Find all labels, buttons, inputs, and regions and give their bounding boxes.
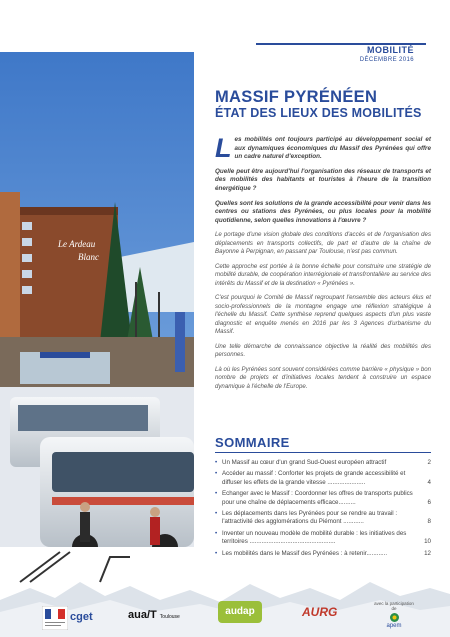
page-subtitle: ÉTAT DES LIEUX DES MOBILITÉS bbox=[215, 106, 422, 120]
toc-item-text: Accéder au massif : Conforter les projets de grande accessibilité et diffuser les effets de la grande vitesse ...................... bbox=[222, 470, 406, 486]
apem-participation-label: avec la participation de bbox=[374, 601, 414, 611]
lead-text: es mobilités ont toujours participé au développement social et aux dynamiques économiques du Massif des Pyrénées qui offre un cadre naturel d'exception. bbox=[234, 136, 431, 161]
cover-photo bbox=[0, 52, 194, 587]
toc-item[interactable] bbox=[215, 490, 431, 507]
bullet-icon: • bbox=[215, 490, 218, 498]
intro-column bbox=[215, 88, 431, 397]
toc-item[interactable] bbox=[215, 470, 431, 487]
aua-logo-sub: Toulouse bbox=[159, 614, 180, 620]
table-of-contents bbox=[215, 435, 431, 561]
lead-paragraph bbox=[215, 133, 431, 163]
section-label: MOBILITÉ bbox=[367, 45, 414, 55]
sommaire-title: SOMMAIRE bbox=[215, 435, 290, 450]
audap-logo: audap bbox=[218, 601, 262, 623]
bullet-icon: • bbox=[215, 510, 218, 518]
paragraph-5: Là où les Pyrénées sont souvent considérées comme barrière « physique » bon nombre de projets et d'initiatives locales tendent à construire un espace dynamique à l'échelle de l'Europe. bbox=[215, 365, 431, 390]
toc-item-page: 2 bbox=[427, 459, 431, 466]
question-1: Quelle peut être aujourd'hui l'organisation des réseaux de transports et des mobilités des habitants et touristes à l'heure de la transition énergétique ? bbox=[215, 167, 431, 192]
toc-item[interactable] bbox=[215, 550, 431, 558]
paragraph-1: Le portage d'une vision globale des conditions d'accès et de l'organisation des déplacements en transports collectifs, de part et d'autre de la chaîne de Bayonne à Perpignan, en passant par Toulouse, n'est pas commun. bbox=[215, 231, 431, 256]
toc-item[interactable] bbox=[215, 459, 431, 467]
question-2: Quelles sont les solutions de la grande accessibilité pour venir dans les centres ou stations des Pyrénées, ou plus locales pour la mobilité quotidienne, selon quelles innovations à l'œuvre ? bbox=[215, 199, 431, 224]
toc-item-page: 12 bbox=[424, 549, 431, 557]
drop-cap: L bbox=[215, 133, 232, 163]
paragraph-2: Cette approche est portée à la bonne échelle pour construire une stratégie de mobilité durable, de coopération interrégionale et transfrontalière au service des intérêts du Massif et de la destination « Pyrénées ». bbox=[215, 262, 431, 287]
toc-item-page: 10 bbox=[424, 538, 431, 546]
toc-item-page: 6 bbox=[427, 498, 431, 506]
sommaire-divider bbox=[215, 452, 431, 453]
paragraph-3: C'est pourquoi le Comité de Massif regroupant l'ensemble des acteurs élus et socio-professionnels de la montagne engage une réflexion stratégique à l'échelle du Massif. Cette synthèse reprend quelques aspects d'un plus vaste diagnostic et enquête menés en 2016 par les 3 Agences d'urbanisme du Massif. bbox=[215, 294, 431, 336]
republique-francaise-logo bbox=[42, 606, 68, 630]
apem-flower-icon bbox=[390, 613, 399, 622]
toc-item-text: Les mobilités dans le Massif des Pyrénées : à retenir............ bbox=[222, 549, 388, 557]
bullet-icon: • bbox=[215, 529, 218, 537]
toc-item-text: Les déplacements dans les Pyrénées pour se rendre au travail : l'attractivité des agglomérations du Piémont ............ bbox=[222, 510, 398, 526]
paragraph-4: Une telle démarche de connaissance objective la réalité des mobilités des personnes. bbox=[215, 342, 431, 359]
hotel-sign-line1: Le Ardeau bbox=[58, 239, 96, 249]
toc-item-text: Un Massif au cœur d'un grand Sud-Ouest européen attractif bbox=[222, 459, 387, 466]
bullet-icon: • bbox=[215, 459, 218, 466]
toc-item[interactable] bbox=[215, 510, 431, 527]
toc-list bbox=[215, 459, 431, 558]
aua-logo-text: aua/T bbox=[128, 609, 157, 621]
aua-toulouse-logo bbox=[128, 609, 180, 621]
toc-item-page: 4 bbox=[427, 478, 431, 486]
bullet-icon: • bbox=[215, 549, 218, 557]
toc-item-text: Inventer un nouveau modèle de mobilité durable : les initiatives des territoires .................................................. bbox=[222, 529, 407, 546]
apem-logo-text: apem bbox=[386, 623, 402, 629]
aurg-logo: AURG bbox=[302, 605, 338, 619]
toc-item-page: 8 bbox=[427, 518, 431, 526]
cget-logo: cget bbox=[70, 611, 93, 623]
publication-date: DÉCEMBRE 2016 bbox=[359, 57, 414, 63]
page-title: MASSIF PYRÉNÉEN bbox=[215, 88, 378, 106]
toc-item[interactable] bbox=[215, 530, 431, 547]
bullet-icon: • bbox=[215, 470, 218, 478]
apem-logo bbox=[376, 613, 412, 629]
toc-item-text: Echanger avec le Massif : Coordonner les offres de transports publics pour une chaîne de déplacements efficace.......... bbox=[222, 490, 413, 506]
hotel-sign-line2: Blanc bbox=[78, 252, 99, 262]
